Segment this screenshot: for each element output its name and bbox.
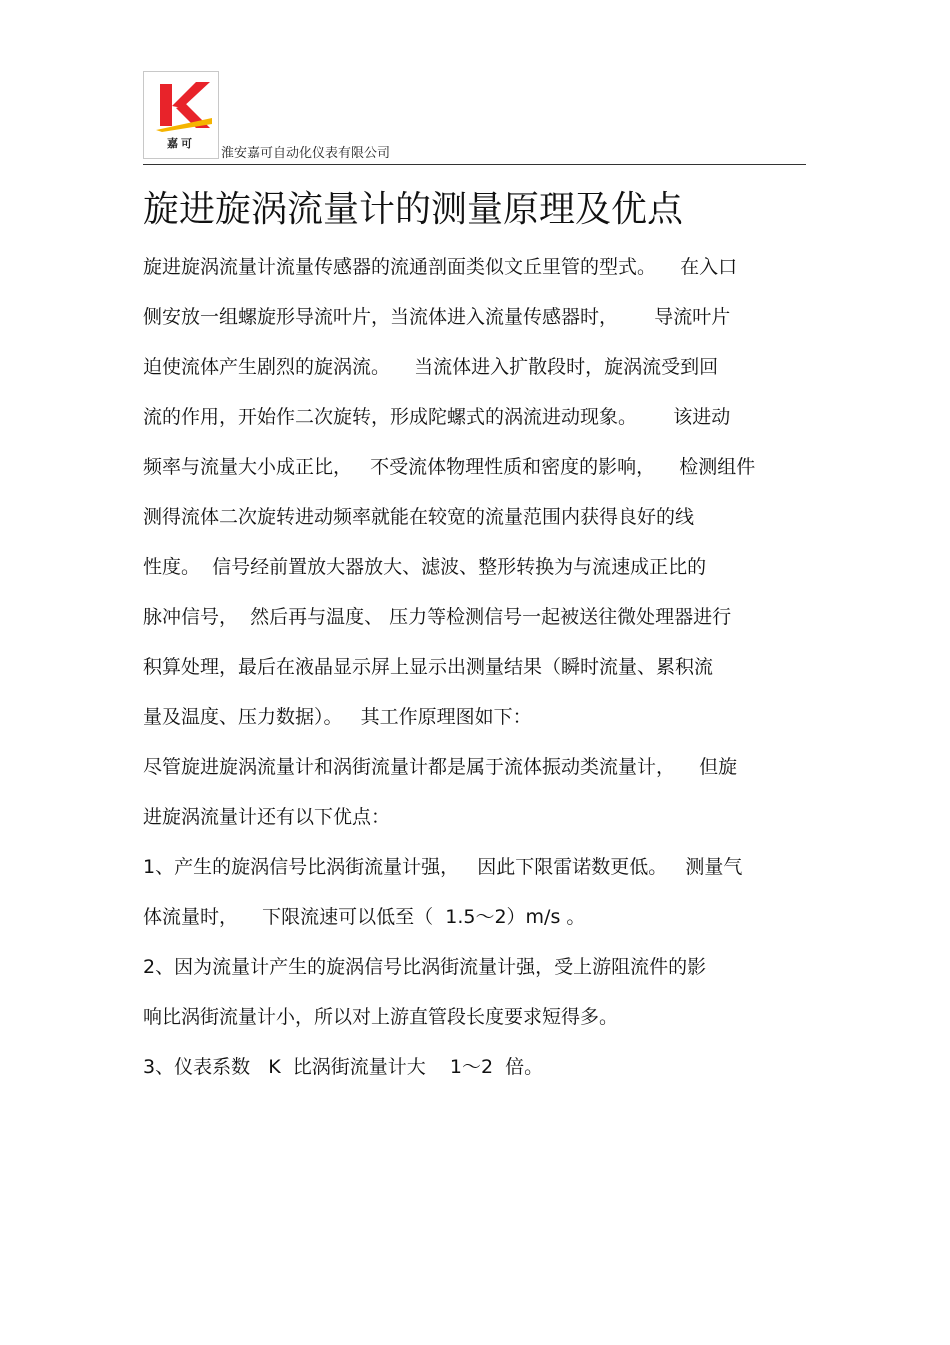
logo-text: 嘉可 (167, 137, 195, 150)
body-line: 3、仪表系数 K 比涡街流量计大 1～2 倍。 (143, 1056, 544, 1078)
company-name: 淮安嘉可自动化仪表有限公司 (221, 146, 391, 161)
k-logo-icon (152, 78, 212, 132)
body-line: 侧安放一组螺旋形导流叶片，当流体进入流量传感器时， 导流叶片 (143, 306, 731, 328)
body-line: 流的作用，开始作二次旋转，形成陀螺式的涡流进动现象。 该进动 (143, 406, 731, 428)
body-line: 1、产生的旋涡信号比涡街流量计强， 因此下限雷诺数更低。 测量气 (143, 856, 743, 878)
body-line: 测得流体二次旋转进动频率就能在较宽的流量范围内获得良好的线 (143, 506, 695, 528)
body-line: 进旋涡流量计还有以下优点： (143, 806, 391, 828)
document-title: 旋进旋涡流量计的测量原理及优点 (143, 189, 684, 230)
body-line: 积算处理，最后在液晶显示屏上显示出测量结果（瞬时流量、累积流 (143, 656, 714, 678)
body-line: 2、因为流量计产生的旋涡信号比涡街流量计强，受上游阻流件的影 (143, 956, 707, 978)
body-line: 性度。 信号经前置放大器放大、滤波、整形转换为与流速成正比的 (143, 556, 707, 578)
body-line: 响比涡街流量计小，所以对上游直管段长度要求短得多。 (143, 1006, 619, 1028)
document-body (143, 242, 805, 1092)
body-line: 体流量时， 下限流速可以低至（ 1.5～2）m/s 。 (143, 906, 586, 928)
body-line: 量及温度、压力数据）。 其工作原理图如下： (143, 706, 532, 728)
company-logo (143, 71, 219, 159)
header-divider (143, 164, 806, 165)
body-line: 尽管旋进旋涡流量计和涡街流量计都是属于流体振动类流量计， 但旋 (143, 756, 738, 778)
body-line: 频率与流量大小成正比， 不受流体物理性质和密度的影响， 检测组件 (143, 456, 756, 478)
body-line: 迫使流体产生剧烈的旋涡流。 当流体进入扩散段时，旋涡流受到回 (143, 356, 719, 378)
body-line: 旋进旋涡流量计流量传感器的流通剖面类似文丘里管的型式。 在入口 (143, 256, 738, 278)
body-line: 脉冲信号， 然后再与温度、 压力等检测信号一起被送往微处理器进行 (143, 606, 732, 628)
